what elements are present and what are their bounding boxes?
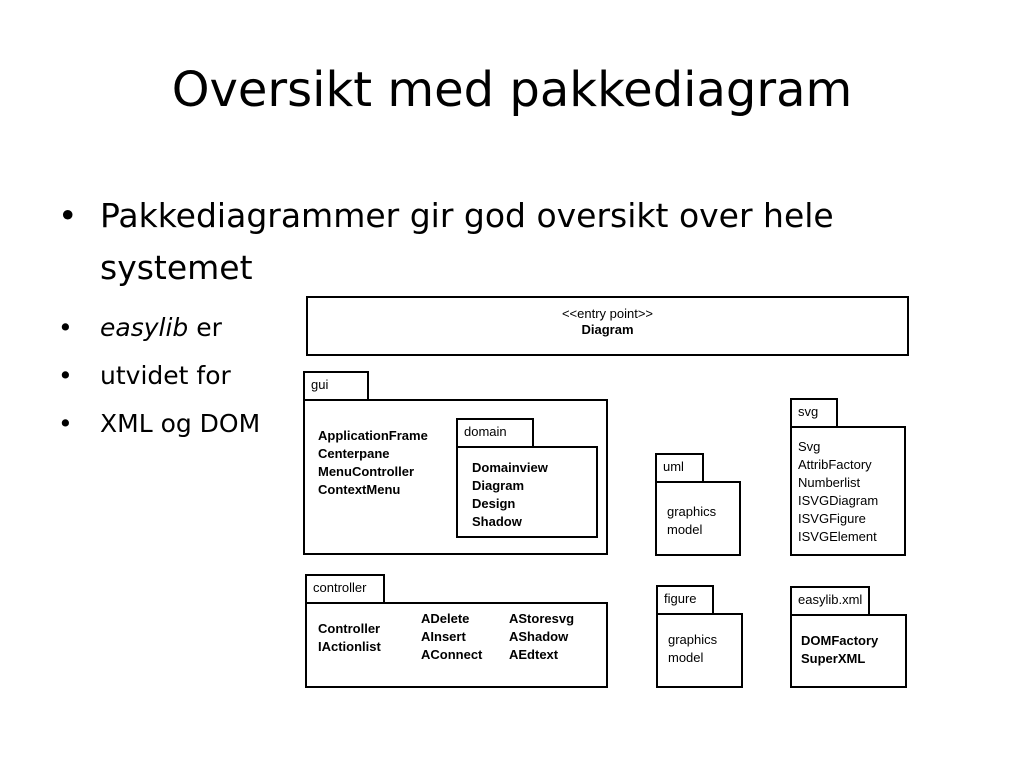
package-label: easylib.xml bbox=[798, 592, 863, 607]
slide-title: Oversikt med pakkediagram bbox=[171, 62, 853, 118]
package-label: controller bbox=[313, 580, 367, 595]
class-name: Domainview bbox=[472, 460, 548, 475]
class-name: Numberlist bbox=[798, 475, 861, 490]
package-label: svg bbox=[798, 404, 819, 419]
package-tab-gui bbox=[303, 371, 369, 401]
class-name: Shadow bbox=[472, 514, 522, 529]
package-label: figure bbox=[664, 591, 697, 606]
interface-name: ISVGDiagram bbox=[798, 493, 879, 508]
package-label: uml bbox=[663, 459, 684, 474]
package-tab-svg bbox=[790, 398, 838, 428]
class-name: Diagram bbox=[472, 478, 525, 493]
class-name: IActionlist bbox=[318, 639, 381, 654]
class-name: SuperXML bbox=[801, 651, 866, 666]
class-name: graphics bbox=[668, 632, 718, 647]
package-tab-easylib-xml bbox=[790, 586, 870, 616]
package-tab-controller bbox=[305, 574, 385, 604]
class-list-controller-1 bbox=[318, 620, 381, 656]
class-name: Centerpane bbox=[318, 446, 390, 461]
bullet-item bbox=[58, 190, 958, 294]
bullet-text: er bbox=[188, 313, 222, 342]
class-list-uml bbox=[667, 503, 716, 539]
class-list-gui bbox=[318, 427, 428, 499]
class-list-controller-3 bbox=[509, 610, 574, 664]
package-tab-uml bbox=[655, 453, 704, 483]
package-tab-figure bbox=[656, 585, 714, 615]
class-name: Design bbox=[472, 496, 516, 511]
bullet-icon: • bbox=[58, 313, 73, 342]
class-name: MenuController bbox=[318, 464, 415, 479]
bullet-icon: • bbox=[58, 361, 73, 390]
class-name: AStoresvg bbox=[509, 611, 575, 626]
entry-point-class bbox=[306, 296, 909, 356]
bullet-italic-text: easylib bbox=[100, 313, 189, 342]
entry-name: Diagram bbox=[581, 322, 634, 337]
package-label: gui bbox=[311, 377, 329, 392]
class-list-easylib-xml bbox=[801, 632, 878, 668]
class-name: AShadow bbox=[509, 629, 569, 644]
class-list-domain bbox=[472, 459, 548, 531]
bullet-text: XML og DOM bbox=[100, 409, 261, 438]
bullet-icon: • bbox=[58, 409, 73, 438]
interface-name: ISVGFigure bbox=[798, 511, 866, 526]
class-name: DOMFactory bbox=[801, 633, 879, 648]
interface-name: ISVGElement bbox=[798, 529, 877, 544]
class-name: model bbox=[668, 650, 704, 665]
entry-stereotype: <<entry point>> bbox=[561, 306, 654, 321]
class-name: model bbox=[667, 522, 703, 537]
bullet-text: Pakkediagrammer gir god oversikt over hele systemet bbox=[100, 196, 834, 287]
package-tab-domain bbox=[456, 418, 534, 448]
class-list-figure bbox=[668, 631, 717, 667]
class-name: ContextMenu bbox=[318, 482, 401, 497]
class-name: Controller bbox=[318, 621, 381, 636]
class-name: ApplicationFrame bbox=[318, 428, 428, 443]
class-name: AttribFactory bbox=[798, 457, 872, 472]
class-list-svg bbox=[798, 438, 878, 546]
class-name: Svg bbox=[798, 439, 821, 454]
class-name: ADelete bbox=[421, 611, 470, 626]
class-name: AConnect bbox=[421, 647, 483, 662]
class-name: AEdtext bbox=[509, 647, 559, 662]
bullet-text: utvidet for bbox=[100, 361, 231, 390]
bullet-icon: • bbox=[58, 196, 78, 235]
class-name: AInsert bbox=[421, 629, 466, 644]
package-label: domain bbox=[464, 424, 507, 439]
class-name: graphics bbox=[667, 504, 717, 519]
class-list-controller-2 bbox=[421, 610, 482, 664]
bullet-item bbox=[58, 352, 958, 400]
